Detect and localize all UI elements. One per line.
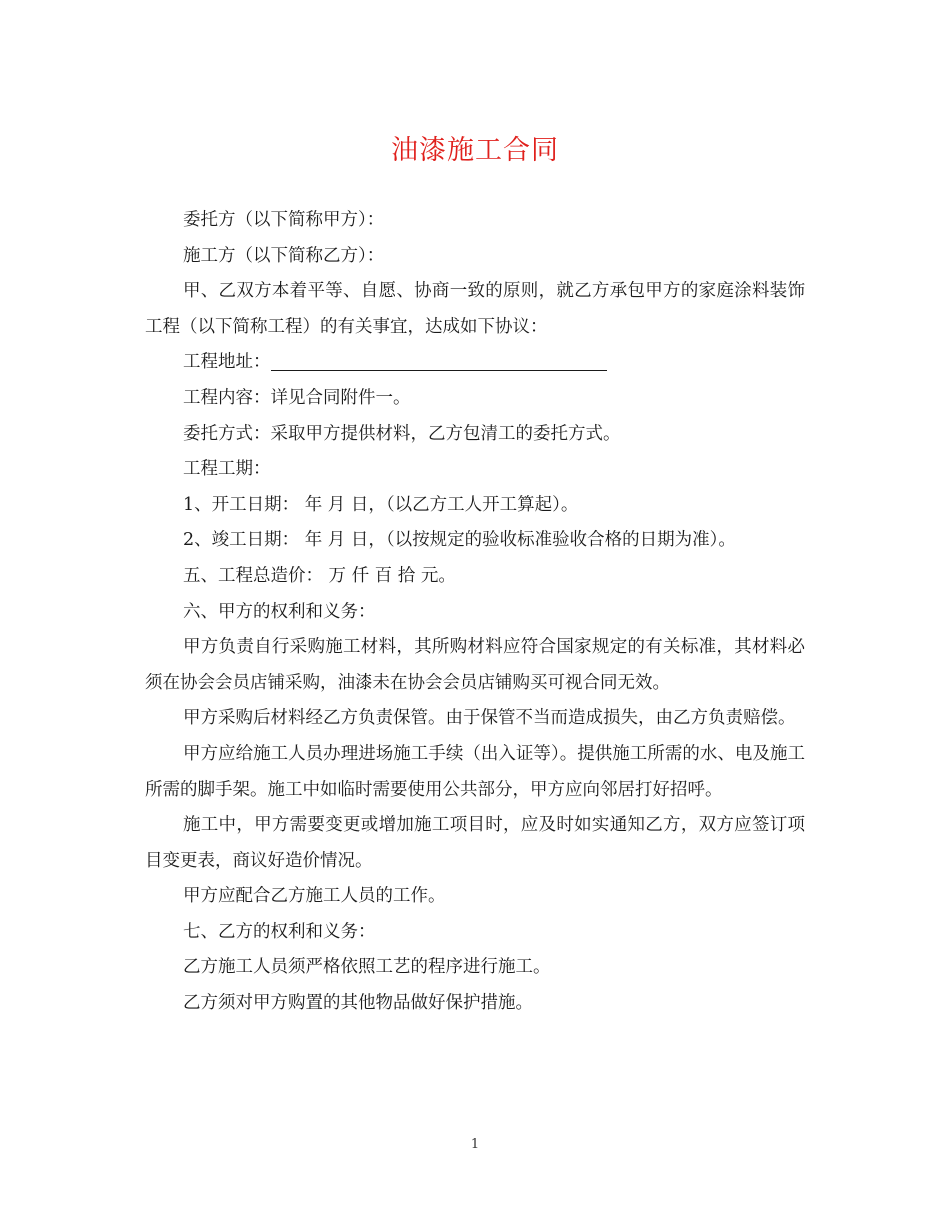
- paragraph-preamble: 甲、乙双方本着平等、自愿、协商一致的原则，就乙方承包甲方的家庭涂料装饰工程（以下简称工程）的有关事宜，达成如下协议：: [145, 281, 805, 337]
- paragraph-protection: 乙方须对甲方购置的其他物品做好保护措施。: [183, 993, 533, 1014]
- paragraph-site-access: 甲方应给施工人员办理进场施工手续（出入证等）。提供施工所需的水、电及施工所需的脚手架。施工中如临时需要使用公共部分，甲方应向邻居打好招呼。: [145, 743, 805, 800]
- paragraph-changes: 施工中，甲方需要变更或增加施工项目时，应及时如实通知乙方，双方应签订项目变更表，商议好造价情况。: [145, 815, 805, 871]
- document-title: 油漆施工合同: [391, 135, 559, 166]
- address-label: 工程地址：: [183, 352, 271, 373]
- paragraph-storage: 甲方采购后材料经乙方负责保管。由于保管不当而造成损失，由乙方负责赔偿。: [183, 708, 796, 729]
- paragraph-period: 工程工期：: [183, 459, 271, 480]
- paragraph-content: 工程内容：详见合同附件一。: [183, 387, 411, 408]
- paragraph-client: 委托方（以下简称甲方）：: [183, 210, 385, 230]
- paragraph-method: 委托方式：采取甲方提供材料，乙方包清工的委托方式。: [183, 423, 621, 444]
- paragraph-contractor: 施工方（以下简称乙方）：: [183, 245, 385, 266]
- heading-party-a-rights: 六、甲方的权利和义务：: [183, 601, 376, 622]
- paragraph-start-date: 1、开工日期： 年 月 日，（以乙方工人开工算起）。: [183, 494, 579, 515]
- document-body: [145, 203, 805, 1022]
- heading-party-b-rights: 七、乙方的权利和义务：: [183, 921, 376, 942]
- paragraph-materials: 甲方负责自行采购施工材料，其所购材料应符合国家规定的有关标准，其材料必须在协会会员店铺采购，油漆未在协会会员店铺购买可视合同无效。: [145, 637, 805, 693]
- address-blank-line: [271, 348, 607, 371]
- paragraph-end-date: 2、竣工日期： 年 月 日，（以按规定的验收标准验收合格的日期为准）。: [183, 530, 736, 551]
- paragraph-procedure: 乙方施工人员须严格依照工艺的程序进行施工。: [183, 957, 551, 978]
- paragraph-cooperate: 甲方应配合乙方施工人员的工作。: [183, 886, 446, 907]
- page-number: 1: [470, 1137, 480, 1152]
- paragraph-total-cost: 五、工程总造价： 万 仟 百 拾 元。: [183, 565, 456, 586]
- paragraph-address: [145, 345, 805, 381]
